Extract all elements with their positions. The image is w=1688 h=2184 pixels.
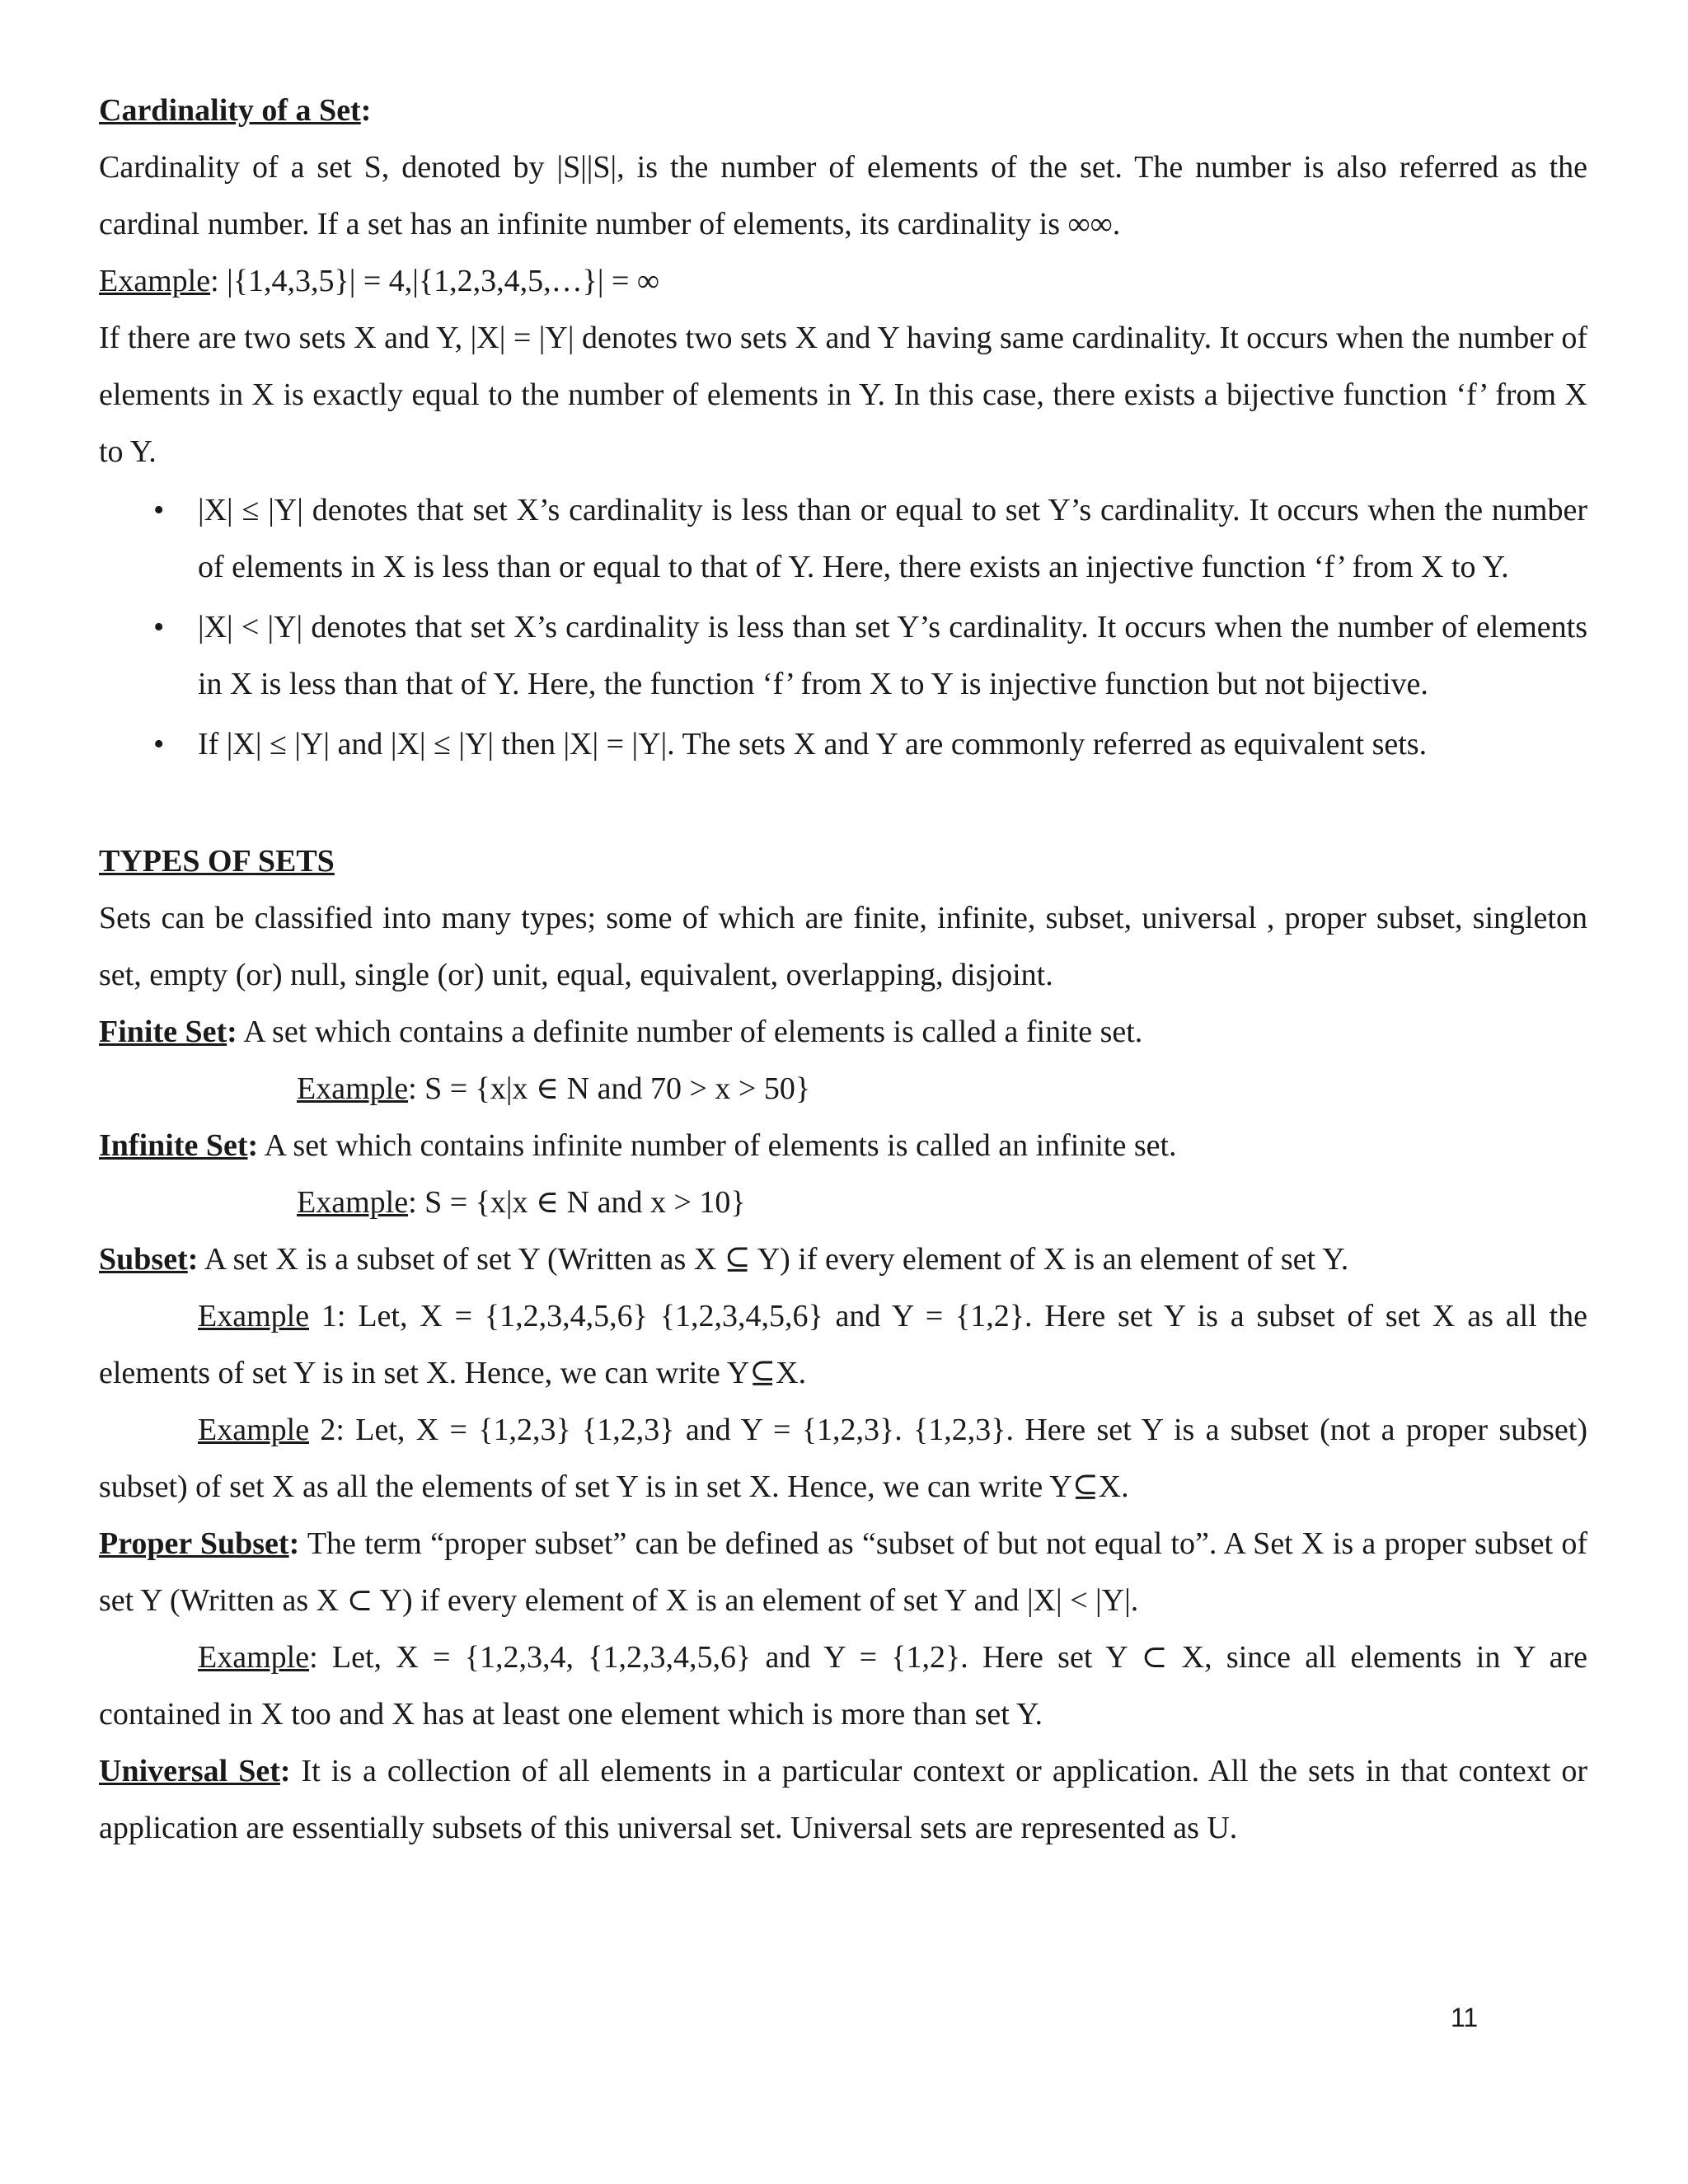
example-text: 1: Let, X = {1,2,3,4,5,6} {1,2,3,4,5,6} and Y = {1,2}. Here set Y is a subset of set X as all the elements of set Y is in set X. Hence, we can write Y⊆X. (99, 1299, 1587, 1390)
heading-colon: : (360, 93, 372, 128)
bullet-icon: • (153, 610, 165, 644)
proper-subset-example (99, 1629, 1587, 1743)
infinite-set-example (99, 1174, 1587, 1231)
bullet-icon: • (153, 727, 165, 762)
bullet-text: |X| ≤ |Y| denotes that set X’s cardinality is less than or equal to set Y’s cardinality. It occurs when the number of elements in X is less than or equal to that of Y. Here, there exists an injective function ‘f’ from X to Y. (198, 493, 1587, 584)
bullet-text: |X| < |Y| denotes that set X’s cardinality is less than set Y’s cardinality. It occurs when the number of elements in X is less than that of Y. Here, the function ‘f’ from X to Y is injective function but not bijective. (198, 610, 1587, 701)
document-page (99, 82, 1587, 1857)
example-label: Example (198, 1640, 310, 1675)
example-label: Example (99, 264, 211, 298)
types-intro: Sets can be classified into many types; some of which are finite, infinite, subset, universal , proper subset, singleton set, empty (or) null, single (or) unit, equal, equivalent, overlapping, disjoint. (99, 901, 1587, 992)
example-text: : Let, X = {1,2,3,4, {1,2,3,4,5,6} and Y = {1,2}. Here set Y ⊂ X, since all elements in Y are contained in X too and X has at least one element which is more than set Y. (99, 1640, 1587, 1732)
example-label: Example (198, 1299, 310, 1333)
example-text: 2: Let, X = {1,2,3} {1,2,3} and Y = {1,2,3}. {1,2,3}. Here set Y is a subset (not a proper subset) subset) of set X as all the elements of set Y is in set X. Hence, we can write Y⊆X. (99, 1413, 1587, 1504)
proper-subset-definition (99, 1516, 1587, 1629)
section-heading: TYPES OF SETS (99, 844, 335, 879)
cardinality-definition: Cardinality of a set S, denoted by |S||S|, is the number of elements of the set. The number is also referred as the cardinal number. If a set has an infinite number of elements, its cardinality is ∞∞. (99, 150, 1587, 241)
section-heading: Cardinality of a Set (99, 93, 361, 128)
example-text: : |{1,4,3,5}| = 4,|{1,2,3,4,5,…}| = ∞ (210, 264, 659, 298)
term-definition: A set which contains infinite number of elements is called an infinite set. (258, 1128, 1177, 1163)
subset-example-2 (99, 1402, 1587, 1516)
bullet-text: If |X| ≤ |Y| and |X| ≤ |Y| then |X| = |Y|. The sets X and Y are commonly referred as equivalent sets. (198, 727, 1428, 762)
bullet-item (99, 599, 1587, 713)
term-label: Universal Set (99, 1754, 280, 1788)
infinite-set-definition (99, 1118, 1587, 1174)
term-label: Infinite Set (99, 1128, 248, 1163)
cardinality-bullet-list (99, 482, 1587, 773)
equal-cardinality-paragraph: If there are two sets X and Y, |X| = |Y| denotes two sets X and Y having same cardinality. It occurs when the number of elements in X is exactly equal to the number of elements in Y. In this case, there exists a bijective function ‘f’ from X to Y. (99, 321, 1587, 469)
term-definition: A set X is a subset of set Y (Written as X ⊆ Y) if every element of X is an element of set Y. (198, 1242, 1349, 1277)
universal-set-definition (99, 1743, 1587, 1857)
term-colon: : (227, 1015, 237, 1049)
example-label: Example (198, 1413, 310, 1447)
term-colon: : (288, 1526, 300, 1561)
term-colon: : (187, 1242, 199, 1277)
subset-example-1 (99, 1288, 1587, 1402)
term-colon: : (247, 1128, 259, 1163)
page-number: 11 (1451, 2003, 1479, 2032)
section-spacer (99, 776, 1587, 833)
example-text: : S = {x|x ∈ N and x > 10} (408, 1185, 746, 1220)
term-definition: The term “proper subset” can be defined as “subset of but not equal to”. A Set X is a proper subset of set Y (Written as X ⊂ Y) if every element of X is an element of set Y and |X| < |Y|. (99, 1526, 1587, 1618)
finite-set-example (99, 1061, 1587, 1118)
term-label: Finite Set (99, 1015, 227, 1049)
cardinality-example (99, 253, 1587, 310)
finite-set-definition (99, 1004, 1587, 1061)
subset-definition (99, 1231, 1587, 1288)
example-text: : S = {x|x ∈ N and 70 > x > 50} (408, 1071, 811, 1106)
bullet-icon: • (153, 493, 165, 527)
example-label: Example (297, 1185, 409, 1220)
types-heading-line (99, 833, 1587, 890)
bullet-item (99, 482, 1587, 596)
bullet-item (99, 716, 1587, 773)
example-label: Example (297, 1071, 409, 1106)
term-label: Subset (99, 1242, 188, 1277)
term-label: Proper Subset (99, 1526, 289, 1561)
term-definition: It is a collection of all elements in a particular context or application. All the sets in that context or application are essentially subsets of this universal set. Universal sets are represented as U. (99, 1754, 1587, 1845)
term-colon: : (279, 1754, 291, 1788)
term-definition: A set which contains a definite number of elements is called a finite set. (237, 1015, 1143, 1049)
cardinality-heading-line (99, 82, 1587, 139)
